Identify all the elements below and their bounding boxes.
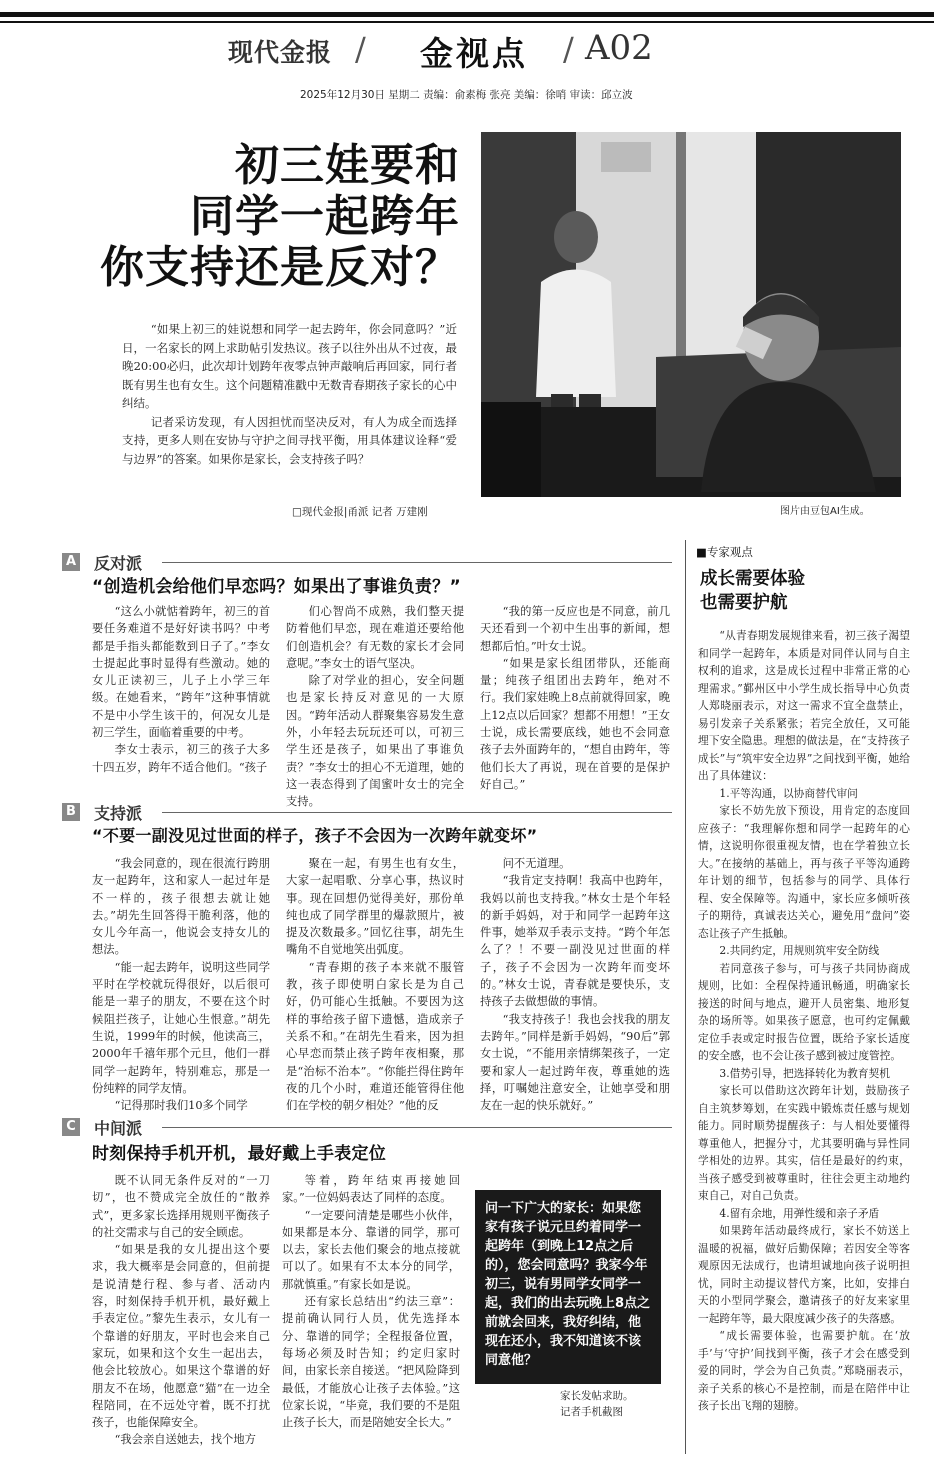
- paragraph: “我支持孩子！我也会找我的朋友去跨年。”同样是新手妈妈，“90后”郭女士说，“不能用亲情绑架孩子，一定要和家人一起过跨年夜，尊重她的选择，叮嘱她注意安全，让她享受和朋友在一起的快乐就好。”: [480, 1012, 670, 1113]
- paper-name: 现代金报: [228, 38, 333, 67]
- lead-paragraphs: [122, 320, 457, 468]
- paragraph: 等着，跨年结束再接她回家。”一位妈妈表达了同样的态度。: [282, 1174, 460, 1205]
- headline-line: 初三娃要和: [235, 140, 460, 191]
- paragraph: “一定要问清楚是哪些小伙伴，如果都是本分、靠谱的同学，那可以去，家长去他们聚会的地点接就可以了。如果有不太本分的同学，那就慎重。”有家长如是说。: [282, 1208, 460, 1291]
- expert-body: [698, 627, 910, 1455]
- headline: [100, 140, 460, 293]
- paragraph: 除了对学业的担心，安全问题也是家长持反对意见的一大原因。“跨年活动人群聚集容易发生意外，小年轻去玩玩还可以，可初三学生还是孩子，如果出了事谁负责？”李女士的担心不无道理，她的这一表态得到了闺蜜叶女士的完全支持。: [286, 674, 464, 809]
- paragraph: “记得那时我们10多个同学: [114, 1099, 248, 1113]
- subheading: 2.共同约定，用规则筑牢安全防线: [719, 944, 880, 957]
- headline-line: 同学一起跨年: [190, 191, 460, 242]
- article-column: [480, 855, 670, 1113]
- paragraph: “青春期的孩子本来就不服管教，孩子即使明白家长是为自己好，仍可能心生抵触。不要因为这样的事给孩子留下遗憾，造成亲子关系不和。”在胡先生看来，因为担心早恋而禁止孩子跨年夜相聚，那是“治标不治本”。“你能拦得住跨年夜的几个小时，难道还能管得住他们在学校的朝夕相处？”他的反: [286, 960, 464, 1113]
- photo-credit: 图片由豆包AI生成。: [780, 506, 870, 517]
- separator: /: [355, 30, 366, 68]
- expert-title: [700, 567, 910, 615]
- caption-line: 记者手机截图: [560, 1406, 623, 1418]
- section-tag: 支持派: [94, 804, 143, 823]
- section-rule: [162, 1127, 672, 1128]
- section-letter: B: [62, 803, 80, 821]
- paragraph: 问不无道理。: [502, 857, 571, 870]
- paragraph: “我会亲自送她去，找个地方: [114, 1433, 256, 1447]
- subheading: 4.留有余地，用弹性缓和亲子矛盾: [719, 1206, 880, 1220]
- paragraph: “我会同意的，现在很流行跨朋友一起跨年，这和家人一起过年是不一样的，孩子很想去就让她去。”胡先生回答得干脆利落，他的女儿今年高一，他说会支持女儿的想法。: [92, 857, 270, 957]
- paragraph: “能一起去跨年，说明这些同学平时在学校就玩得很好，以后很可能是一辈子的朋友，不要在这个时候阻拦孩子，让她心生恨意。”胡先生说，1999年的时候，他读高三，2000年千禧年那个元旦，他们一群同学一起跨年，特别难忘，那是一份纯粹的同学友情。: [92, 960, 270, 1095]
- paragraph: 们心智尚不成熟，我们整天提防着他们早恋，现在难道还要给他们创造机会？有无数的家长才会同意呢。”李女士的语气坚决。: [286, 605, 464, 670]
- section-letter: A: [62, 553, 80, 571]
- section-rule: [162, 812, 672, 813]
- subheading: 1.平等沟通，以协商替代审问: [719, 786, 858, 800]
- paragraph: 李女士表示，初三的孩子大多十四五岁，跨年不适合他们。“孩子: [92, 743, 270, 774]
- paragraph: 还有家长总结出“约法三章”：提前确认同行人员，优先选择本分、靠谱的同学；全程报备位置，每场必须及时告知；约定归家时间，由家长亲自接送。“把风险降到最低，才能放心让孩子去体验。”这位家长说，“毕竟，我们要的不是阻止孩子长大，而是陪她安全长大。”: [282, 1295, 460, 1430]
- paragraph: 家长可以借助这次跨年计划，鼓励孩子自主筑梦筹划，在实践中锻炼责任感与规划能力。同时顺势提醒孩子：与人相处要懂得尊重他人，把握分寸，尤其要明确与异性同学相处的边界。其实，信任是最好的约束，当孩子感受到被尊重时，往往会更主动地约束自己，对自己负责。: [698, 1084, 910, 1202]
- article-column: [92, 603, 270, 781]
- masthead-rule: [0, 12, 934, 17]
- section-tag: 反对派: [94, 554, 143, 573]
- section-rule: [162, 562, 672, 563]
- lead-paragraph: “如果上初三的娃说想和同学一起去跨年，你会同意吗？”近日，一名家长的网上求助帖引发热议。孩子以往外出从不过夜，最晚20:00必归，此次却计划跨年夜零点钟声敲响后再回家，同行者既有男生也有女生。这个问题精准戳中无数青春期孩子家长的心中纠结。: [122, 322, 457, 410]
- article-column: [282, 1172, 460, 1452]
- forum-post-screenshot: [475, 1190, 661, 1384]
- caption-line: 家长发帖求助。: [560, 1390, 634, 1402]
- column-divider: [685, 540, 686, 1454]
- article-column: [92, 1172, 270, 1452]
- separator: /: [563, 30, 574, 68]
- photo-illustration: [481, 132, 901, 497]
- paragraph: “我肯定支持啊！我高中也跨年，我妈以前也支持我。”林女士是个年轻的新手妈妈，对于和同学一起跨年这件事，她举双手表示支持。“跨个年怎么了？！不要一副没见过世面的样子，孩子不会因为一次跨年而变坏的。”林女士说，青春就是要快乐，支持孩子去做想做的事情。: [480, 874, 670, 1009]
- masthead: [0, 0, 934, 118]
- feature-photo: [481, 132, 901, 497]
- paragraph: “如果是家长组团带队，还能商量；纯孩子组团出去跨年，绝对不行。我们家娃晚上8点前就得回家，晚上12点以后回家？想都不用想！”王女士说，成长需要底线，她也不会同意孩子去外面跨年的，“想自由跨年，等他们长大了再说，现在首要的是保护好自己。”: [480, 656, 670, 791]
- masthead-rule-thin: [0, 21, 934, 23]
- article-column: [286, 855, 464, 1113]
- section-tag: 中间派: [94, 1119, 143, 1138]
- section-subhead: 时刻保持手机开机，最好戴上手表定位: [92, 1144, 387, 1164]
- paragraph: “如果是我的女儿提出这个要求，我大概率是会同意的，但前提是说清楚行程、参与者、活动内容，时刻保持手机开机，最好戴上手表定位。”黎先生表示，女儿有一个靠谱的好朋友，平时也会来自己家玩，如果和这个女生一起出去，他会比较放心。如果这个靠谱的好朋友不在场，他愿意“猫”在一边全程陪同，在不远处守着，既不打扰孩子，也能保障安全。: [92, 1243, 270, 1430]
- paragraph: “成长需要体验，也需要护航。在‘放手’与‘守护’间找到平衡，孩子才会在感受到爱的同时，学会为自己负责。”郑晓丽表示，亲子关系的核心不是控制，而是在陪伴中让孩子长出飞翔的翅膀。: [698, 1329, 910, 1412]
- paragraph: “我的第一反应也是不同意，前几天还看到一个初中生出事的新闻，想想都后怕。”叶女士说。: [480, 605, 670, 653]
- paragraph: “从青春期发展规律来看，初三孩子渴望和同学一起跨年，本质是对同伴认同与自主权利的追求，这是成长过程中非常正常的心理需求。”鄞州区中小学生成长指导中心负责人郑晓丽表示，对这一需求不宜全盘禁止，易引发亲子关系紧张；若完全放任，又可能埋下安全隐患。理想的做法是，在“支持孩子成长”与“筑牢安全边界”之间找到平衡，她给出了具体建议：: [698, 629, 910, 782]
- page-number: A02: [585, 28, 653, 68]
- paragraph: 聚在一起，有男生也有女生，大家一起唱歌、分享心事，热议时事。现在回想仍觉得美好，那份单纯也成了同学群里的爆款照片，被提及次数最多。”回忆往事，胡先生嘴角不自觉地笑出弧度。: [286, 857, 464, 957]
- paragraph: 家长不妨先放下预设，用肯定的态度回应孩子：“我理解你想和同学一起跨年的心情，这说明你很重视友情，也在学着独立长大。”在接纳的基础上，再与孩子平等沟通跨年计划的细节，包括参与的同学、具体行程、安全保障等。沟通中，家长应多倾听孩子的期待，真诚表达关心，避免用“盘问”姿态让孩子产生抵触。: [698, 804, 910, 940]
- screenshot-caption: [560, 1388, 670, 1420]
- section-letter: C: [62, 1118, 80, 1136]
- byline: □现代金报|甬派 记者 万建刚: [292, 506, 428, 518]
- headline-line: 你支持还是反对？: [100, 242, 460, 293]
- article-column: [286, 603, 464, 809]
- expert-title-line: 成长需要体验: [700, 569, 805, 589]
- section-subhead: “创造机会给他们早恋吗？如果出了事谁负责？”: [92, 577, 461, 597]
- paragraph: 如果跨年活动最终成行，家长不妨送上温暖的祝福，做好后勤保障；若因安全等客观原因无法成行，也请坦诚地向孩子说明担忧，同时主动提议替代方案，比如，安排白天的小型同学聚会，邀请孩子的好友来家里一起跨年等，最大限度减少孩子的失落感。: [698, 1224, 910, 1325]
- expert-label: ■专家观点: [696, 545, 753, 559]
- section-name: 金视点: [420, 34, 528, 73]
- expert-title-line: 也需要护航: [700, 593, 788, 613]
- forum-post-text: 问一下广大的家长：如果您家有孩子说元旦约着同学一起跨年（到晚上12点之后的），您会同意吗？我家今年初三，说有男同学女同学一起，我们的出去玩晚上8点之前就会回来，我好纠结，他现在还小，我不知道该不该同意他？: [485, 1201, 651, 1368]
- paragraph: 既不认同无条件反对的“一刀切”，也不赞成完全放任的“散养式”，更多家长选择用规则平衡孩子的社交需求与自己的安全顾虑。: [92, 1174, 270, 1239]
- subheading: 3.借势引导，把选择转化为教育契机: [719, 1066, 890, 1080]
- article-column: [480, 603, 670, 791]
- dateline: 2025年12月30日 星期二 责编：俞素梅 张亮 美编：徐哨 审读：邱立波: [300, 89, 633, 101]
- paragraph: “这么小就惦着跨年，初三的首要任务难道不是好好读书吗？中考都是手指头都能数到日子了。”李女士提起此事时显得有些激动。她的女儿正读初三，儿子上小学三年级。在她看来，“跨年”这种事情就不是中小学生该干的，何况女儿是初三学生，面临着重要的中考。: [92, 605, 270, 740]
- section-subhead: “不要一副没见过世面的样子，孩子不会因为一次跨年就变坏”: [92, 826, 538, 845]
- article-column: [92, 855, 270, 1113]
- paragraph: 若同意孩子参与，可与孩子共同协商成规则，比如：全程保持通讯畅通，明确家长接送的时间与地点，避开人员密集、地形复杂的场所等。如果孩子愿意，也可约定佩戴定位手表或定时报告位置，既给予家长适度的安全感，也不会让孩子感到被过度管控。: [698, 961, 910, 1062]
- lead-paragraph: 记者采访发现，有人因担忧而坚决反对，有人为成全而选择支持，更多人则在安协与守护之间寻找平衡，用具体建议诠释“爱与边界”的答案。如果你是家长，会支持孩子吗？: [122, 414, 457, 466]
